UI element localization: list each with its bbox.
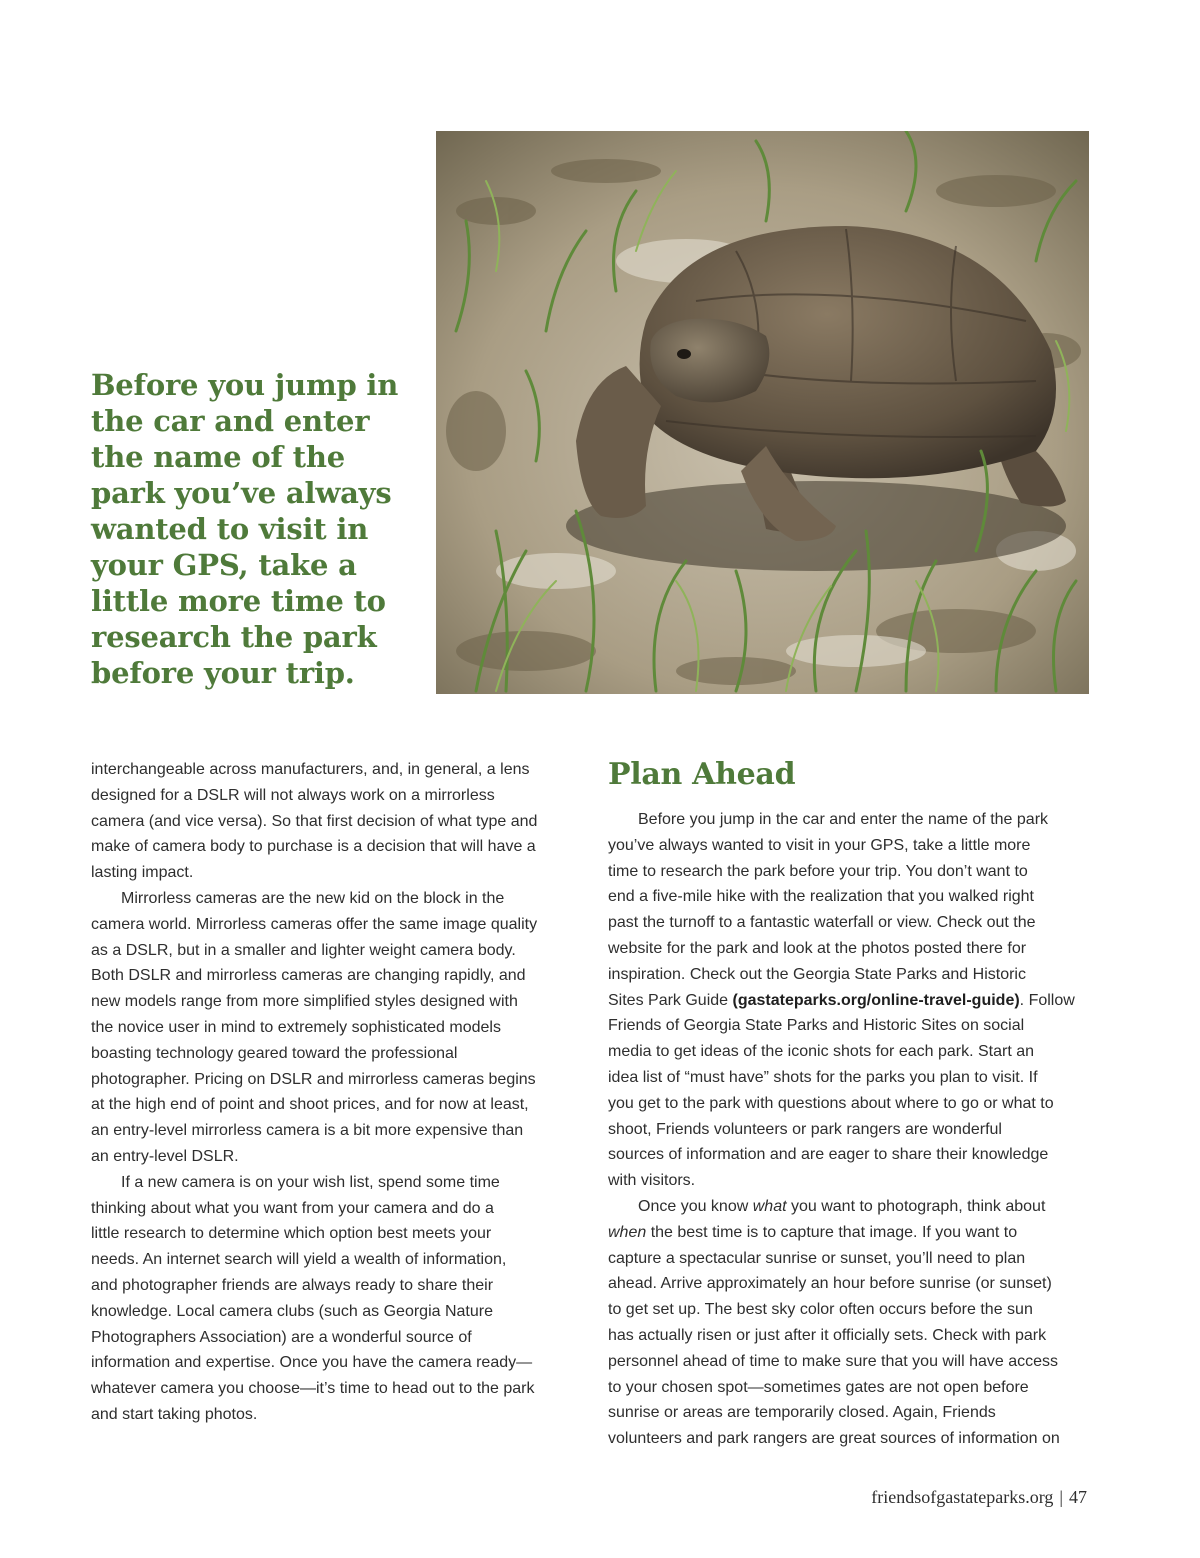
body-line: ahead. Arrive approximately an hour before sunrise (or sunset) [608, 1275, 1052, 1293]
tortoise-illustration [436, 131, 1089, 694]
pull-quote-line: the car and enter [91, 404, 370, 438]
guide-text: Sites Park Guide [608, 991, 733, 1009]
body-line: shoot, Friends volunteers or park rangers are wonderful [608, 1120, 1002, 1138]
body-line: an entry-level DSLR. [91, 1147, 239, 1165]
body-line: volunteers and park rangers are great sources of information on [608, 1430, 1060, 1448]
body-line: knowledge. Local camera clubs (such as Georgia Nature [91, 1302, 493, 1320]
body-line: If a new camera is on your wish list, spend some time [121, 1173, 500, 1191]
page-footer [871, 1487, 1087, 1508]
body-text: you want to photograph, think about [786, 1197, 1046, 1215]
body-line: Both DSLR and mirrorless cameras are changing rapidly, and [91, 967, 526, 985]
body-line: and photographer friends are always ready to share their [91, 1276, 494, 1294]
body-line: photographer. Pricing on DSLR and mirrorless cameras begins [91, 1070, 536, 1088]
body-line [608, 1220, 1094, 1246]
body-line: Before you jump in the car and enter the name of the park [638, 811, 1049, 828]
body-line: time to research the park before your trip. You don’t want to [608, 862, 1028, 880]
guide-text-after: . Follow [1019, 991, 1075, 1009]
body-line: information and expertise. Once you have the camera ready— [91, 1354, 533, 1372]
body-text: Once you know [638, 1197, 753, 1215]
pull-quote-line: little more time to [91, 584, 386, 618]
body-line: you’ve always wanted to visit in your GPS, take a little more [608, 836, 1031, 854]
body-line [608, 1194, 1094, 1220]
body-line: Mirrorless cameras are the new kid on the block in the [121, 889, 505, 907]
body-line: sunrise or areas are temporarily closed. Again, Friends [608, 1404, 996, 1422]
body-line: with visitors. [608, 1172, 696, 1190]
pull-quote-line: wanted to visit in [91, 512, 369, 546]
left-column [91, 757, 573, 1428]
body-line [608, 988, 1094, 1014]
body-line: lasting impact. [91, 864, 194, 882]
body-text: the best time is to capture that image. If you want to [646, 1223, 1018, 1241]
body-line: media to get ideas of the iconic shots for each park. Start an [608, 1043, 1035, 1061]
emphasis-what: what [752, 1197, 787, 1215]
body-line: whatever camera you choose—it’s time to head out to the park [91, 1380, 535, 1398]
pull-quote-line: research the park [91, 620, 377, 654]
guide-link[interactable]: (gastateparks.org/online-travel-guide) [732, 991, 1020, 1009]
body-line: new models range from more simplified styles designed with [91, 993, 518, 1011]
body-line: little research to determine which option best meets your [91, 1225, 492, 1243]
body-line: Friends of Georgia State Parks and Historic Sites on social [608, 1017, 1025, 1035]
body-line: has actually risen or just after it officially sets. Check with park [608, 1326, 1047, 1344]
pull-quote-line: park you’ve always [91, 476, 392, 510]
body-line: to your chosen spot—sometimes gates are not open before [608, 1378, 1029, 1396]
pull-quote-line: Before you jump in [91, 368, 399, 402]
body-line: make of camera body to purchase is a decision that will have a [91, 838, 536, 856]
page-number: 47 [1069, 1487, 1087, 1507]
footer-separator: | [1059, 1487, 1063, 1507]
body-line: idea list of “must have” shots for the parks you plan to visit. If [608, 1068, 1038, 1086]
body-line: at the high end of point and shoot prices, and for now at least, [91, 1096, 529, 1114]
body-line: as a DSLR, but in a smaller and lighter weight camera body. [91, 941, 516, 959]
pull-quote-line: the name of the [91, 440, 345, 474]
body-line: boasting technology geared toward the professional [91, 1044, 458, 1062]
body-line: thinking about what you want from your camera and do a [91, 1199, 494, 1217]
body-line: end a five-mile hike with the realization that you walked right [608, 888, 1034, 906]
body-line: website for the park and look at the photos posted there for [608, 939, 1027, 957]
body-line: camera world. Mirrorless cameras offer the same image quality [91, 915, 538, 933]
body-line: capture a spectacular sunrise or sunset, you’ll need to plan [608, 1249, 1026, 1267]
body-line: inspiration. Check out the Georgia State Parks and Historic [608, 965, 1026, 983]
body-line: you get to the park with questions about where to go or what to [608, 1094, 1054, 1112]
pull-quote-line: your GPS, take a [91, 548, 357, 582]
body-line: past the turnoff to a fantastic waterfall or view. Check out the [608, 914, 1036, 932]
body-line: personnel ahead of time to make sure that you will have access [608, 1352, 1059, 1370]
pull-quote-line: before your trip. [91, 656, 355, 690]
emphasis-when: when [608, 1223, 647, 1241]
body-line: needs. An internet search will yield a wealth of information, [91, 1251, 507, 1269]
body-line: to get set up. The best sky color often occurs before the sun [608, 1301, 1033, 1319]
body-line: the novice user in mind to extremely sophisticated models [91, 1018, 501, 1036]
body-line: interchangeable across manufacturers, and, in general, a lens [91, 761, 530, 778]
section-heading: Plan Ahead [608, 757, 796, 792]
right-column [608, 757, 1094, 1452]
body-line: and start taking photos. [91, 1405, 258, 1423]
body-line: an entry-level mirrorless camera is a bit more expensive than [91, 1122, 524, 1140]
tortoise-photo [436, 131, 1089, 694]
body-line: Photographers Association) are a wonderful source of [91, 1328, 472, 1346]
footer-site[interactable]: friendsofgastateparks.org [871, 1487, 1054, 1507]
pull-quote [91, 367, 411, 691]
body-line: camera (and vice versa). So that first decision of what type and [91, 812, 538, 830]
body-line: sources of information and are eager to share their knowledge [608, 1146, 1049, 1164]
body-line: designed for a DSLR will not always work on a mirrorless [91, 786, 495, 804]
